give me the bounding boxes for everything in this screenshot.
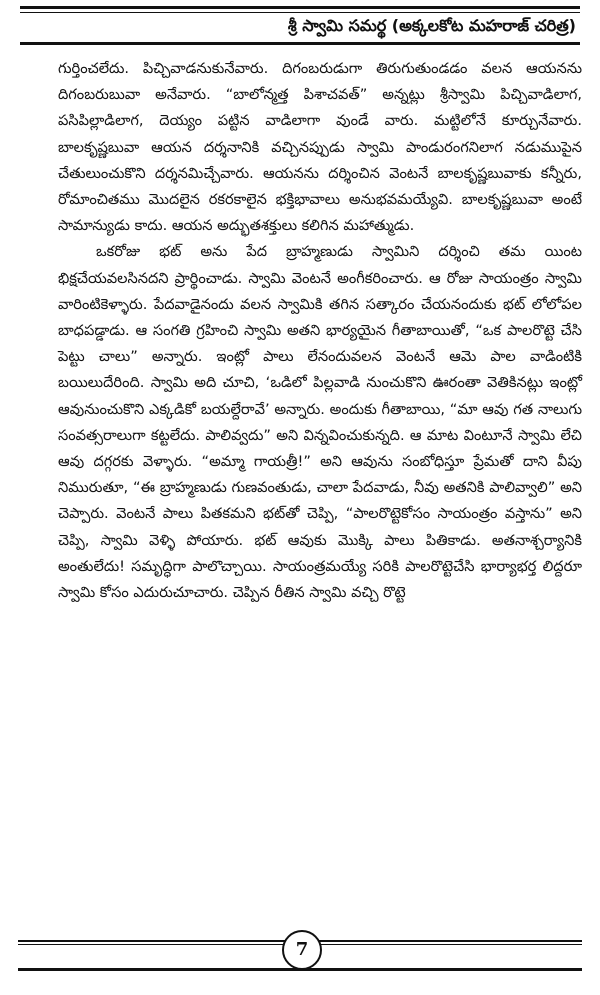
paragraph-2: ఒకరోజు భట్ అను పేద బ్రాహ్మణుడు స్వామిని దర్శించి తమ యింట భిక్షచేయవలసినదని ప్రార్థించాడు. స్వామి వెంటనే అంగీకరించారు. ఆ రోజు సాయంత్రం స్వామి వారింటికెళ్ళారు. పేదవాడైనందు వలన స్వామికి తగిన సత్కారం చేయనందుకు భట్ లోలోపల బాధపడ్డాడు. ఆ సంగతి గ్రహించి స్వామి అతని భార్యయైన గీతాబాయితో, “ఒక పాలరొట్టె చేసి పెట్టు చాలు” అన్నారు. ఇంట్లో పాలు లేనందువలన వెంటనే ఆమె పాల వాడింటికి బయిలుదేరింది. స్వామి అది చూచి, ‘ఒడిలో పిల్లవాడి నుంచుకొని ఊరంతా వెతికినట్లు ఇంట్లో ఆవునుంచుకొని ఎక్కడికో బయల్దేరావే’ అన్నారు. అందుకు గీతాబాయి, “మా ఆవు గత నాలుగు సంవత్సరాలుగా కట్టలేదు. పాలివ్వదు” అని విన్నవించుకున్నది. ఆ మాట వింటూనే స్వామి లేచి ఆవు దగ్గరకు వెళ్ళారు. “అమ్మా గాయత్రీ!” అని ఆవును సంబోధిస్తూ ప్రేమతో దాని వీపు నిమురుతూ, “ఈ బ్రాహ్మణుడు గుణవంతుడు, చాలా పేదవాడు, నీవు అతనికి పాలివ్వాలి” అని చెప్పారు. వెంటనే పాలు పితకమని భట్‌తో చెప్పి, “పాలరొట్టెకోసం సాయంత్రం వస్తాను” అని చెప్పి, స్వామి వెళ్ళి పోయారు. భట్ ఆవుకు మొక్కి పాలు పితికాడు. అతనాశ్చర్యానికి అంతులేదు! సమృద్ధిగా పాలొచ్చాయి. సాయంత్రమయ్యే సరికి పాలరొట్టెచేసి భార్యాభర్త లిద్దరూ స్వామి కోసం ఎదురుచూచారు. చెప్పిన రీతిన స్వామి వచ్చి రొట్టె: [58, 243, 582, 602]
page-footer: [18, 930, 582, 980]
header-rule-top: [20, 6, 580, 9]
header-rule-thin: [20, 12, 580, 13]
paragraph-1: గుర్తించలేదు. పిచ్చివాడనుకునేవారు. దిగంబరుడుగా తిరుగుతుండడం వలన ఆయనను దిగంబరుబువా అనేవారు. “బాలోన్మత్త పిశాచవత్” అన్నట్లు శ్రీస్వామి పిచ్చివాడిలాగ, పసిపిల్లాడిలాగ, దెయ్యం పట్టిన వాడిలాగా వుండే వారు. మట్టిలోనే కూర్చునేవారు. బాలకృష్ణబువా ఆయన దర్శనానికి వచ్చినప్పుడు స్వామి పాండురంగనిలాగ నడుముపైన చేతులుంచుకొని దర్శనమిచ్చేవారు. ఆయనను దర్శించిన వెంటనే బాలకృష్ణబువాకు కన్నీరు, రోమాంచితము మొదలైన రకరకాలైన భక్తిభావాలు అనుభవమయ్యేవి. బాలకృష్ణబువా అంటే సామాన్యుడు కాదు. ఆయన అద్భుతశక్తులు కలిగిన మహాత్ముడు.: [58, 60, 582, 235]
page-header: [20, 6, 580, 46]
running-title: శ్రీ స్వామి సమర్థ (అక్కలకోట మహరాజ్ చరిత్ర): [282, 16, 576, 39]
page-number: 7: [282, 930, 322, 970]
page-body: [58, 56, 582, 606]
header-rule-bottom: [20, 42, 580, 45]
